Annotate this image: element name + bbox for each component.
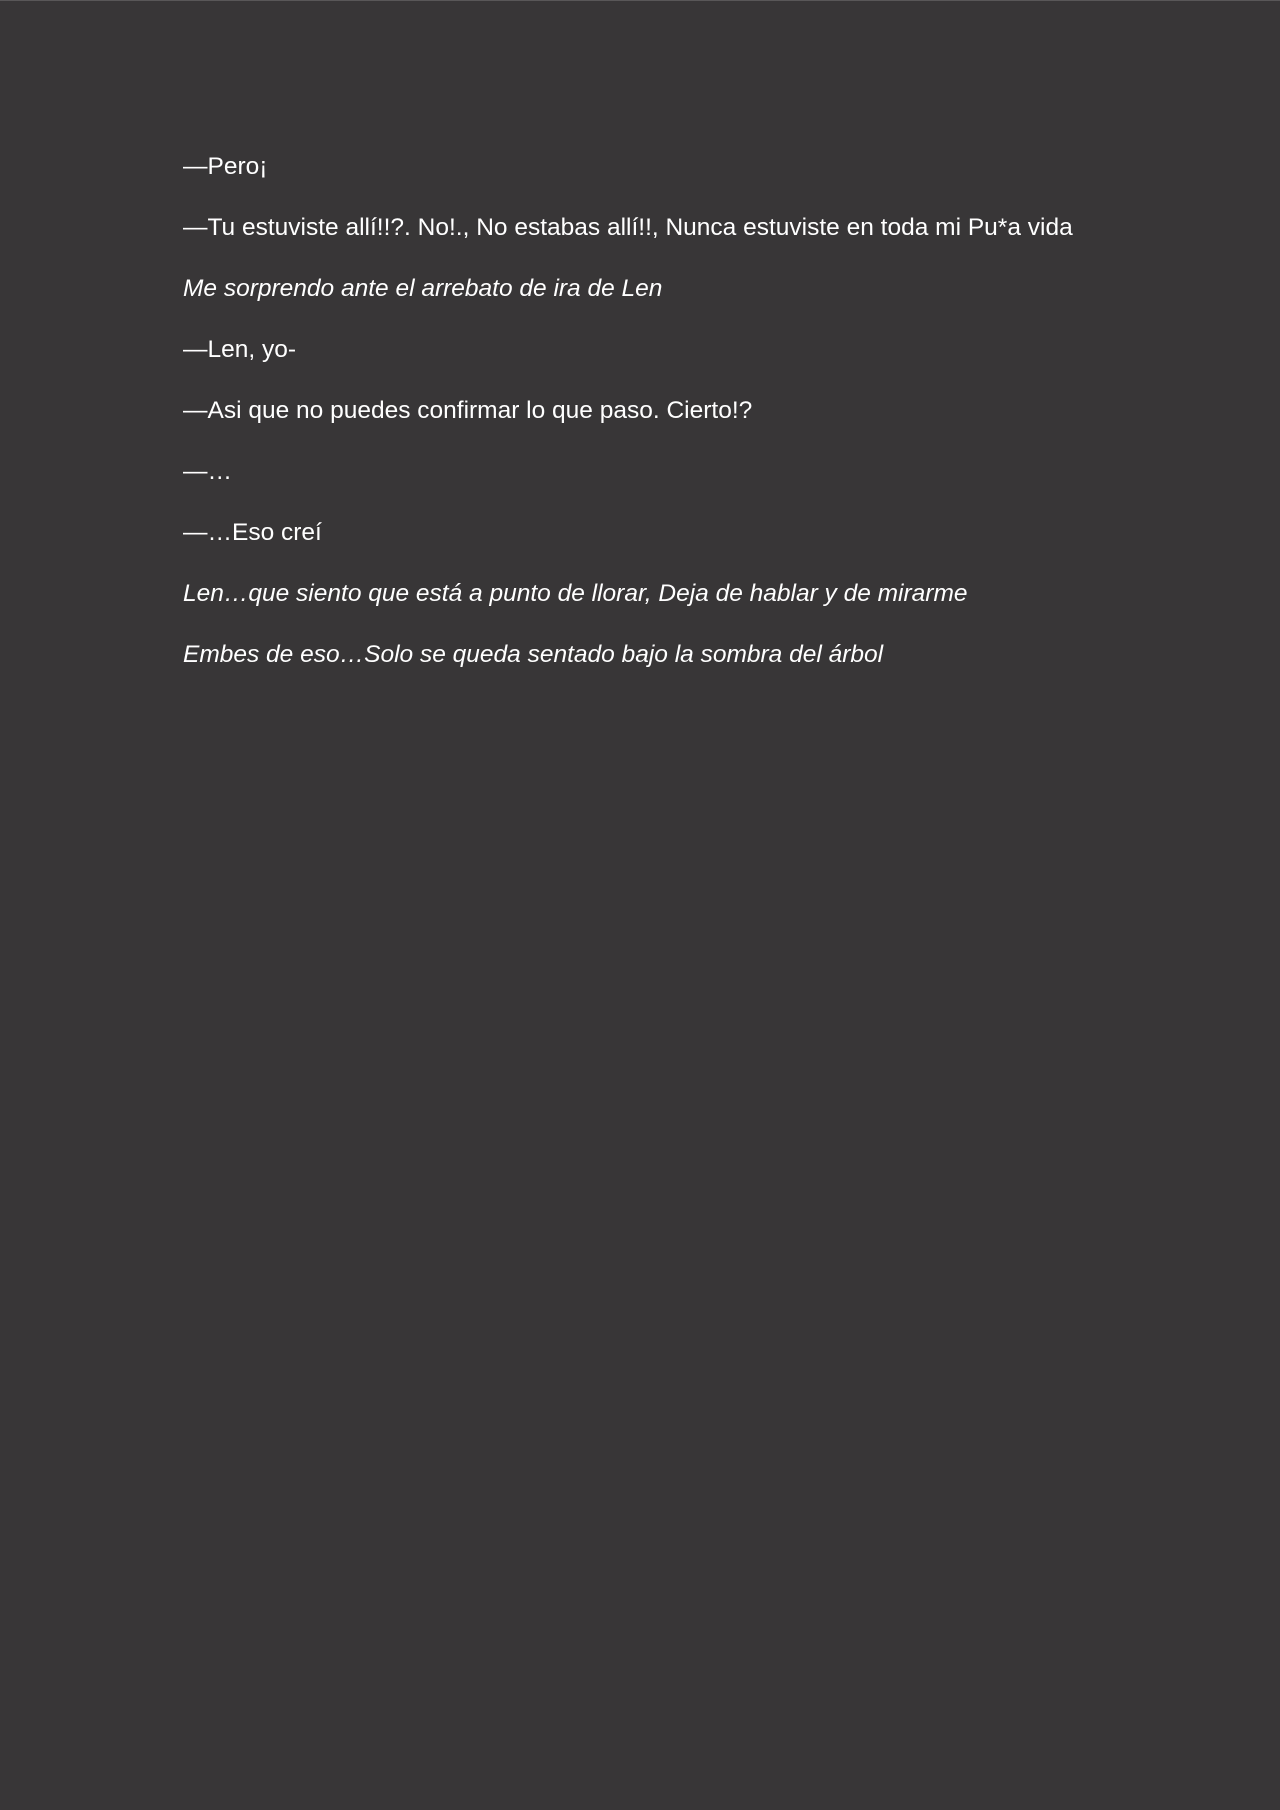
narration-line: Me sorprendo ante el arrebato de ira de Len	[183, 275, 663, 302]
dialogue-line: —…	[183, 458, 232, 485]
dialogue-line: —Len, yo-	[183, 336, 297, 363]
narration-line: Len…que siento que está a punto de llorar, Deja de hablar y de mirarme	[183, 580, 968, 607]
dialogue-line: —…Eso creí	[183, 519, 322, 546]
dialogue-line: —Tu estuviste allí!!?. No!., No estabas allí!!, Nunca estuviste en toda mi Pu*a vida	[183, 214, 1073, 241]
document-body	[183, 145, 1083, 694]
narration-line: Embes de eso…Solo se queda sentado bajo la sombra del árbol	[183, 641, 884, 668]
top-edge-divider	[0, 0, 1280, 1]
dialogue-line: —Pero¡	[183, 153, 268, 180]
dialogue-line: —Asi que no puedes confirmar lo que paso. Cierto!?	[183, 397, 753, 424]
